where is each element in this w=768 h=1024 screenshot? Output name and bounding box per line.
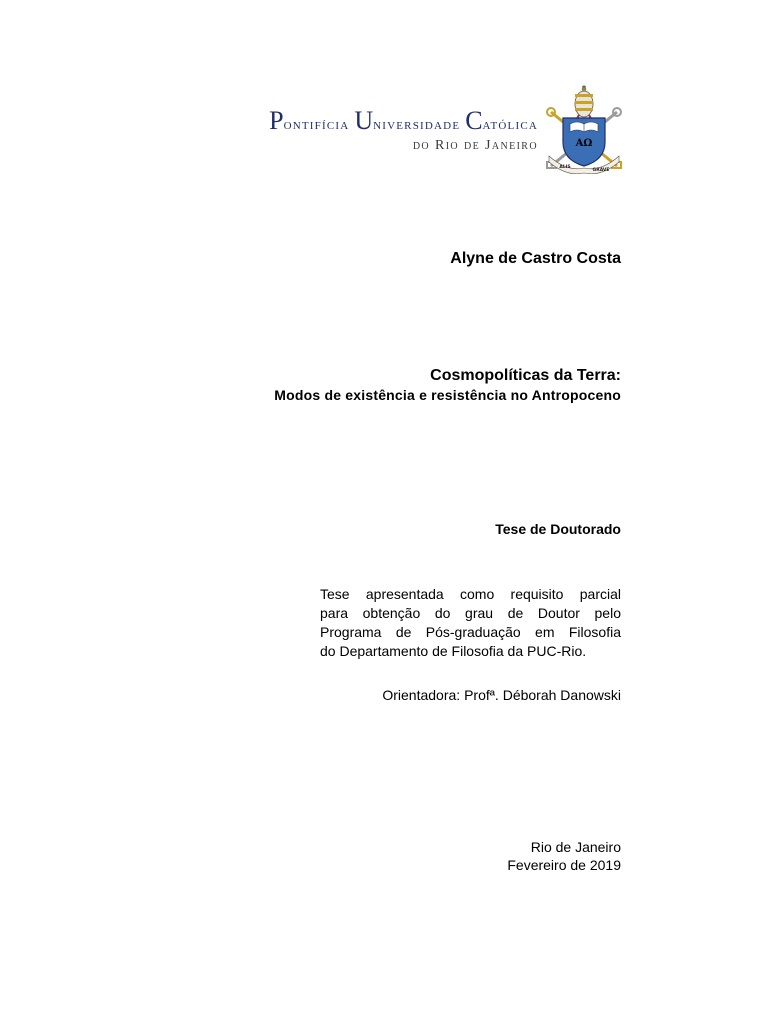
- author-name: Alyne de Castro Costa: [450, 250, 621, 267]
- puc-rio-coat-of-arms-icon: [543, 82, 625, 174]
- university-word-1-initial: P: [269, 106, 284, 135]
- thesis-statement: [320, 585, 621, 661]
- thesis-statement-line: do Departamento de Filosofia da PUC-Rio.: [320, 643, 587, 659]
- place-and-date: [507, 838, 621, 874]
- thesis-title: Cosmopolíticas da Terra:: [430, 367, 621, 384]
- shield-alpha-omega: ΑΩ: [575, 138, 593, 149]
- university-name-line2: do Rio de Janeiro: [412, 138, 538, 153]
- university-word-2-rest: niversidade: [373, 117, 461, 133]
- ribbon-text-left: ALIS: [559, 165, 571, 170]
- advisor: Orientadora: Profª. Déborah Danowski: [382, 687, 621, 703]
- thesis-statement-line: Tese apresentada como requisito parcial: [320, 586, 621, 602]
- university-word-2-initial: U: [354, 106, 374, 135]
- ribbon-text-right: GRAVE: [592, 168, 610, 173]
- university-name: [269, 106, 538, 154]
- thesis-statement-line: para obtenção do grau de Doutor pelo: [320, 605, 621, 621]
- university-word-1-rest: ontifícia: [283, 117, 350, 133]
- university-word-3-initial: C: [465, 106, 483, 135]
- thesis-subtitle: Modos de existência e resistência no Antropoceno: [274, 387, 621, 403]
- date: Fevereiro de 2019: [507, 857, 621, 873]
- place: Rio de Janeiro: [530, 839, 621, 855]
- university-name-line1: [269, 106, 538, 140]
- university-word-3-rest: atólica: [482, 117, 538, 133]
- degree-type: Tese de Doutorado: [495, 521, 621, 537]
- thesis-statement-line: Programa de Pós-graduação em Filosofia: [320, 624, 621, 640]
